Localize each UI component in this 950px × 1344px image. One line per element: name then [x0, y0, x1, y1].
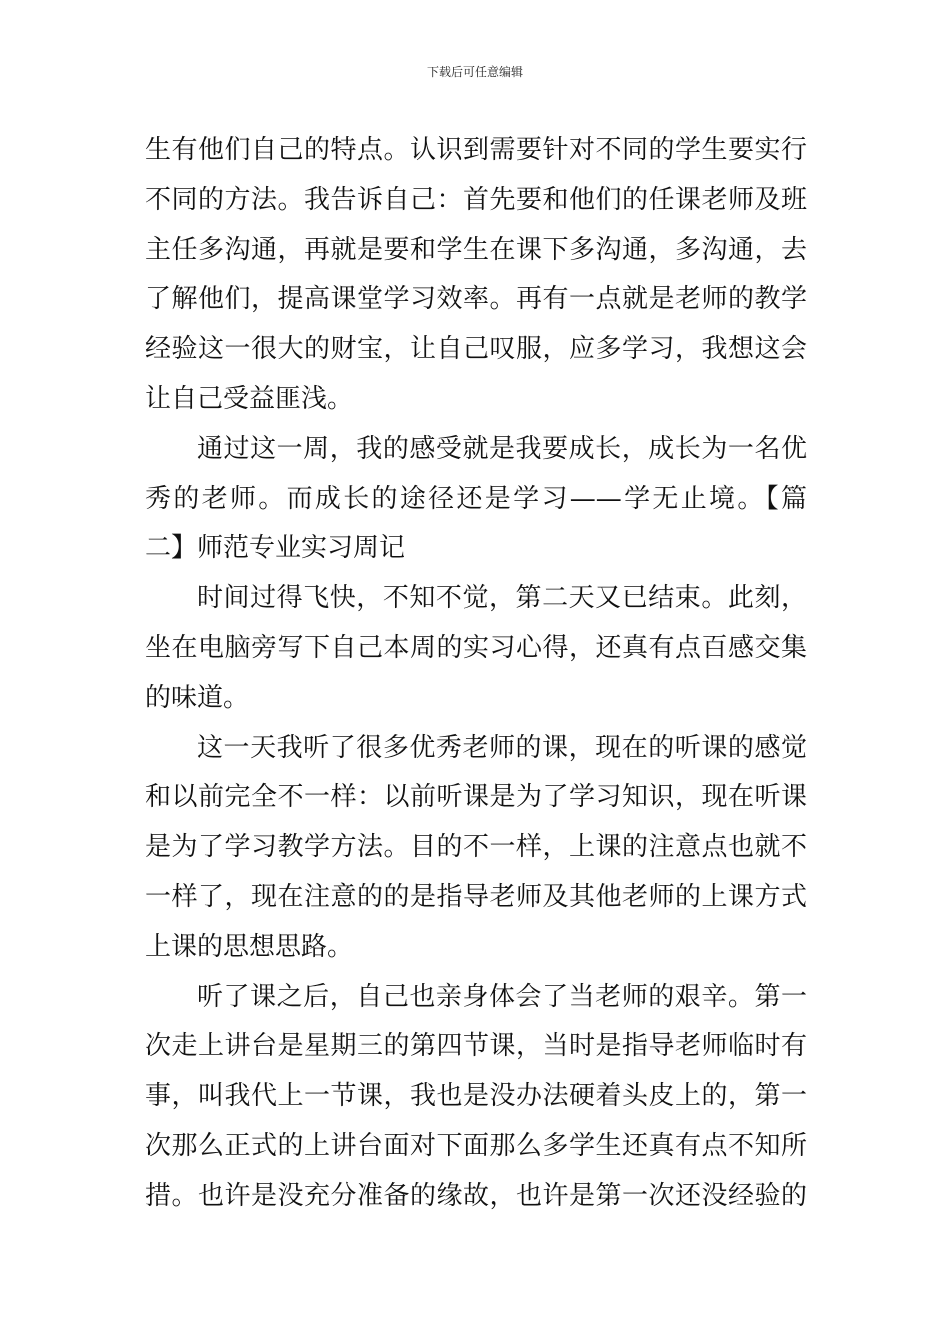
text-line: 通过这一周，我的感受就是我要成长，成长为一名优 [197, 433, 807, 464]
text-line: 事，叫我代上一节课，我也是没办法硬着头皮上的，第一 [145, 1081, 807, 1112]
text-line: 坐在电脑旁写下自己本周的实习心得，还真有点百感交集 [145, 632, 807, 663]
text-line: 时间过得飞快，不知不觉，第二天又已结束。此刻， [197, 583, 807, 614]
text-line: 二】师范专业实习周记 [145, 533, 406, 564]
text-line: 是为了学习教学方法。目的不一样，上课的注意点也就不 [145, 832, 807, 863]
text-line: 次那么正式的上讲台面对下面那么多学生还真有点不知所 [145, 1130, 807, 1161]
text-line: 秀的老师。而成长的途径还是学习——学无止境。【篇 [145, 483, 807, 514]
text-line: 和以前完全不一样：以前听课是为了学习知识，现在听课 [145, 782, 807, 813]
text-line: 经验这一很大的财宝，让自己叹服，应多学习，我想这会 [145, 334, 807, 365]
text-line: 次走上讲台是星期三的第四节课，当时是指导老师临时有 [145, 1031, 807, 1062]
text-line: 不同的方法。我告诉自己：首先要和他们的任课老师及班 [145, 184, 807, 215]
text-line: 让自己受益匪浅。 [145, 383, 354, 414]
body-text [145, 126, 807, 1222]
text-line: 生有他们自己的特点。认识到需要针对不同的学生要实行 [145, 135, 807, 165]
text-line: 上课的思想思路。 [145, 931, 354, 962]
text-line: 听了课之后，自己也亲身体会了当老师的艰辛。第一 [197, 981, 807, 1012]
text-line: 这一天我听了很多优秀老师的课，现在的听课的感觉 [197, 732, 807, 763]
text-line: 主任多沟通，再就是要和学生在课下多沟通，多沟通，去 [145, 234, 807, 265]
page-header: 下载后可任意编辑 [426, 65, 523, 79]
text-line: 措。也许是没充分准备的缘故，也许是第一次还没经验的 [145, 1180, 807, 1211]
text-line: 了解他们，提高课堂学习效率。再有一点就是老师的教学 [145, 284, 807, 315]
text-line: 一样了，现在注意的的是指导老师及其他老师的上课方式 [145, 881, 807, 912]
text-line: 的味道。 [145, 682, 250, 713]
